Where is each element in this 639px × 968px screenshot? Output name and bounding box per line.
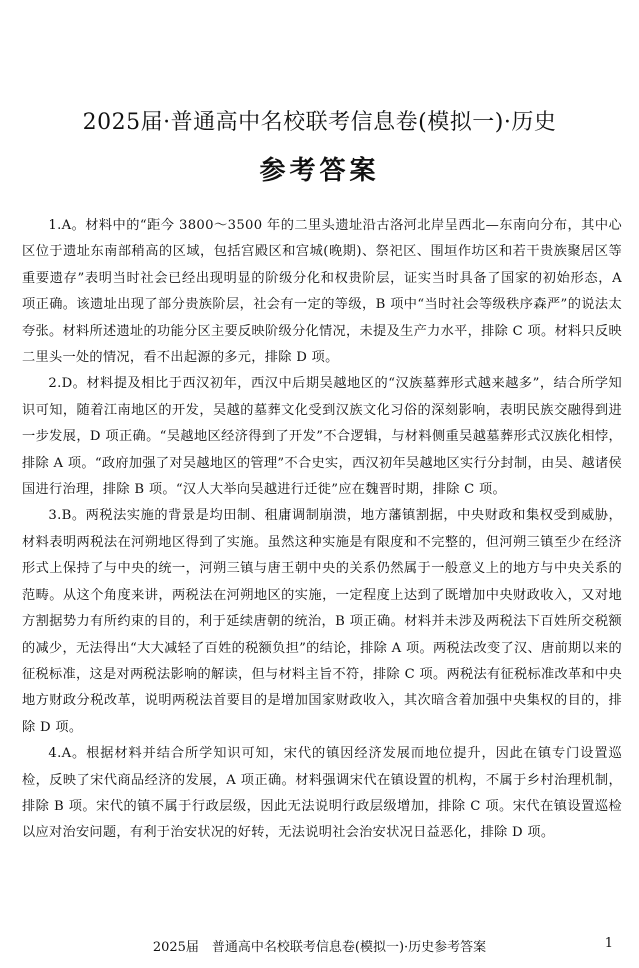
page-title: 2025届·普通高中名校联考信息卷(模拟一)·历史 — [82, 110, 557, 135]
page-footer — [0, 936, 639, 958]
page-subtitle: 参考答案 — [259, 156, 380, 186]
page-number: 1 — [604, 936, 613, 951]
answer-1: 1.A。材料中的“距今 3800～3500 年的二里头遗址沿古洛河北岸呈西北—东南向分布，其中心区位于遗址东南部稍高的区域，包括宫殿区和宫城(晚期)、祭祀区、围垣作坊区和若干贵族聚居区等重要遗存”表明当时社会已经出现明显的阶级分化和权贵阶层，证实当时具备了国家的初始形态，A 项正确。该遗址出现了部分贵族阶层，社会有一定的等级，B 项中“当时社会等级秩序森严”的说法太夸张。材料所述遗址的功能分区主要反映阶级分化情况，未提及生产力水平，排除 C 项。材料只反映二里头一处的情况，看不出起源的多元，排除 D 项。 — [22, 218, 622, 366]
answer-2: 2.D。材料提及相比于西汉初年，西汉中后期吴越地区的“汉族墓葬形式越来越多”，结合所学知识可知，随着江南地区的开发，吴越的墓葬文化受到汉族文化习俗的深刻影响，表明民族交融得到进一步发展，D 项正确。“吴越地区经济得到了开发”不合逻辑，与材料侧重吴越墓葬形式汉族化相悖，排除 A 项。“政府加强了对吴越地区的管理”不合史实，西汉初年吴越地区实行分封制，由吴、越诸侯国进行治理，排除 B 项。“汉人大举向吴越进行迁徙”应在魏晋时期，排除 C 项。 — [22, 376, 622, 498]
answer-list — [22, 213, 622, 847]
answer-4: 4.A。根据材料并结合所学知识可知，宋代的镇因经济发展而地位提升，因此在镇专门设置巡检，反映了宋代商品经济的发展，A 项正确。材料强调宋代在镇设置的机构，不属于乡村治理机制，排除 B 项。宋代的镇不属于行政层级，因此无法说明行政层级增加，排除 C 项。宋代在镇设置巡检以应对治安问题，有利于治安状况的好转，无法说明社会治安状况日益恶化，排除 D 项。 — [22, 746, 622, 841]
footer-text: 2025届 普通高中名校联考信息卷(模拟一)·历史参考答案 — [152, 940, 487, 955]
answer-3: 3.B。两税法实施的背景是均田制、租庸调制崩溃，地方藩镇割据，中央财政和集权受到威胁，材料表明两税法在河朔地区得到了实施。虽然这种实施是有限度和不完整的，但河朔三镇至少在经济形式上保持了与中央的统一，河朔三镇与唐王朝中央的关系仍然属于一般意义上的地方与中央关系的范畴。从这个角度来讲，两税法在河朔地区的实施，一定程度上达到了既增加中央财政收入，又对地方割据势力有所约束的目的，利于延续唐朝的统治，B 项正确。材料并未涉及两税法下百姓所交税额的减少，无法得出“大大减轻了百姓的税额负担”的结论，排除 A 项。两税法改变了汉、唐前期以来的征税标准，这是对两税法影响的解读，但与材料主旨不符，排除 C 项。两税法有征税标准改革和中央地方财政分税改革，说明两税法首要目的是增加国家财政收入，其次暗含着加强中央集权的目的，排除 D 项。 — [22, 508, 622, 735]
